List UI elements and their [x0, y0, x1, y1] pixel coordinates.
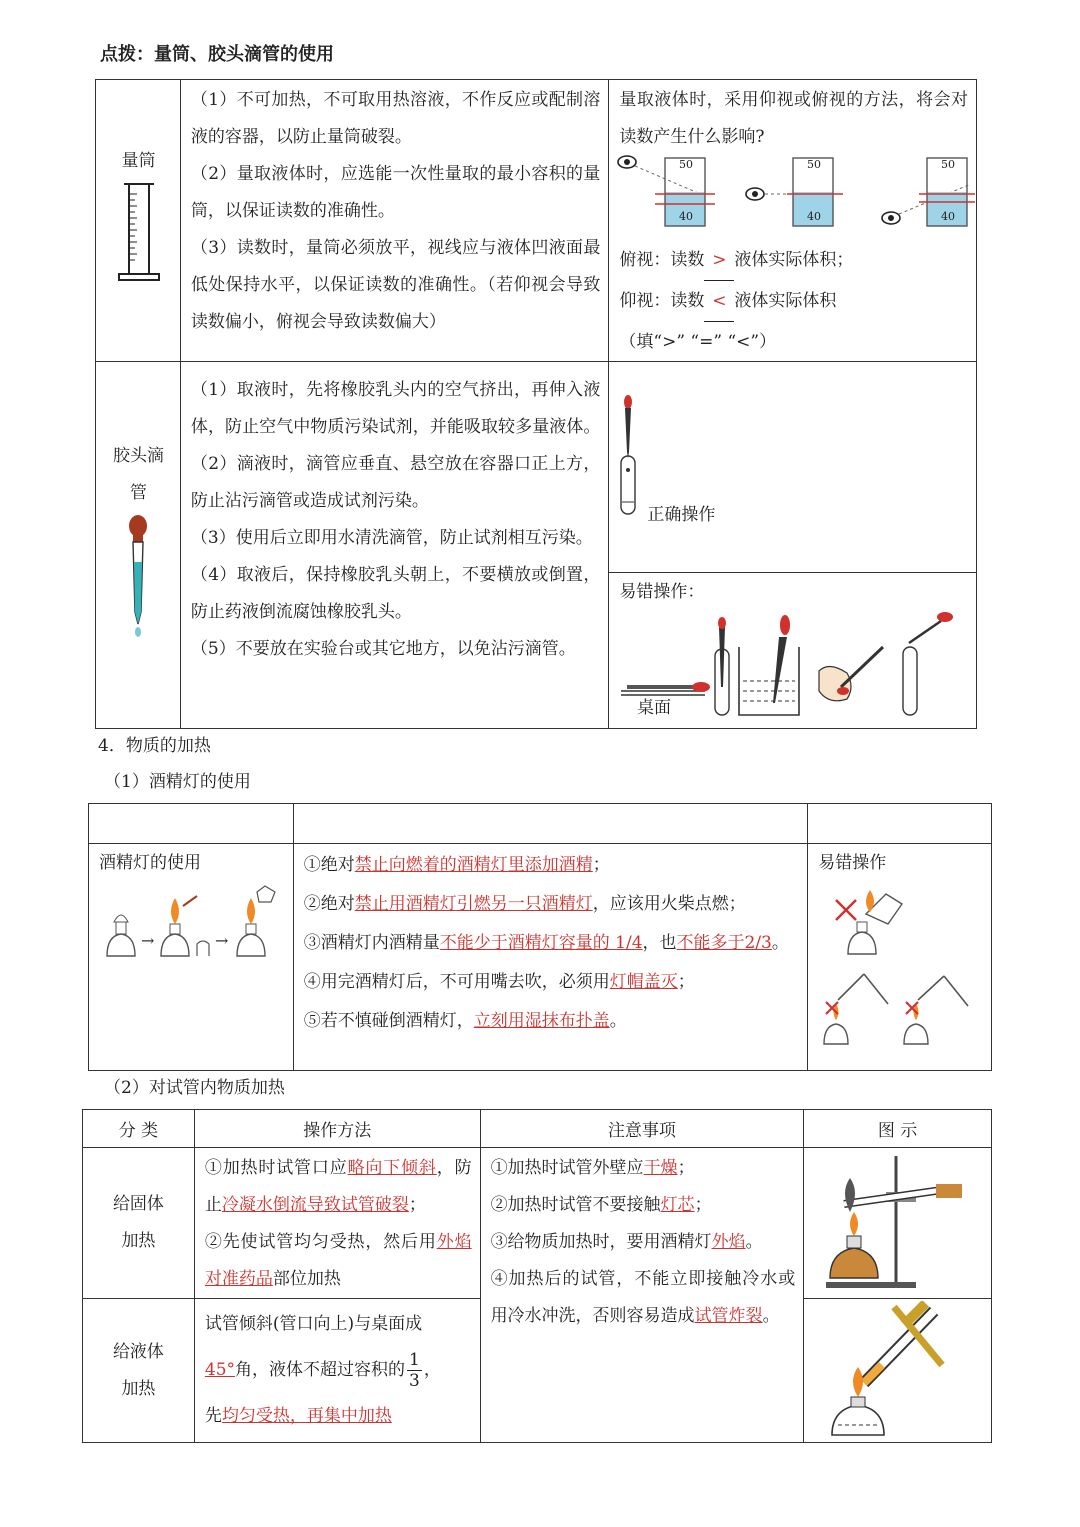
solid-figure-cell: [804, 1148, 992, 1299]
dropper-name-1: 胶头滴: [113, 446, 164, 466]
scale-50-label: 50: [807, 158, 822, 171]
lamp-rules-cell: [293, 844, 807, 1071]
lamp-rule-4: ④用完酒精灯后，不可用嘴去吹，必须用灯帽盖灭；: [303, 972, 695, 992]
scale-40-label: 40: [679, 210, 694, 223]
lamp-rule-5: ⑤若不慎碰倒酒精灯，立刻用湿抹布扑盖。: [303, 1011, 627, 1031]
cylinder-rule-1: （1）不可加热，不可取用热溶液，不作反应或配制溶液的容器，以防止量筒破裂。: [190, 90, 601, 147]
dropper-on-desk-icon: [621, 682, 710, 695]
header-category: 分 类: [83, 1110, 195, 1148]
dropper-rules-cell: [180, 362, 609, 729]
eye-icon: [882, 212, 900, 224]
lamp-rule-3: ③酒精灯内酒精量不能少于酒精灯容量的 1/4，也不能多于2/3。: [303, 933, 789, 953]
dropper-rule-4: （5）不要放在实验台或其它地方，以免沾污滴管。: [190, 639, 576, 659]
wrong-op-panel: [609, 573, 976, 728]
dropper-name: [96, 438, 181, 512]
cylinder-view-1: [655, 158, 715, 226]
solid-heating-figure: [816, 1152, 982, 1292]
fushi-answer: >: [704, 240, 734, 281]
fushi-line: [619, 240, 853, 281]
lamp-cap-icon: [197, 941, 209, 956]
lamp-name: 酒精灯的使用: [99, 853, 201, 873]
desk-label: 桌面: [637, 698, 672, 717]
arrow-icon: →: [215, 931, 229, 950]
yangshi-label: 仰视：读数: [619, 291, 705, 311]
dropper-rule-1: （1）取液时，先将橡胶乳头内的空气挤出，再伸入液体，防止空气中物质污染试剂，并能吸取较多量液体。（2）滴液时，滴管应垂直、悬空放在容器口正上方，防止沾污滴管或造成试剂污染。: [190, 380, 601, 511]
alcohol-lamp-lit-icon: [237, 898, 265, 956]
beaker-with-dropper-icon: [739, 615, 799, 715]
solid-heating-row: [83, 1148, 992, 1299]
liquid-category: 给液体 加热: [83, 1299, 195, 1443]
lamp-to-lamp-icon: [824, 974, 888, 1044]
cylinder-rule-2: （2）量取液体时，应选能一次性量取的最小容积的量筒，以保证读数的准确性。: [190, 164, 601, 221]
graduated-cylinder-icon: [114, 180, 164, 284]
liquid-figure-cell: [804, 1299, 992, 1443]
cylinder-rules: [181, 80, 609, 341]
lamp-name-cell: [89, 844, 294, 1071]
reading-diagram: [615, 150, 975, 230]
cylinder-view-3: [919, 158, 975, 226]
section-4-title: 4．物质的加热: [98, 736, 211, 756]
fill-hint: （填“>” “=” “<”）: [619, 332, 777, 352]
liquid-method-cell: [194, 1299, 480, 1443]
dropper-icon: [122, 512, 154, 642]
lamp-to-lamp-icon: [904, 976, 968, 1044]
correct-dropper-icon: [617, 392, 647, 522]
page-title: 点拨：量筒、胶头滴管的使用: [100, 44, 334, 65]
section-4-2-title: （2）对试管内物质加热: [104, 1078, 285, 1098]
header-figure: 图 示: [804, 1110, 992, 1148]
cylinder-dropper-table: [95, 79, 977, 729]
wrong-ops-diagram: [615, 607, 971, 717]
solid-category: 给固体 加热: [83, 1148, 195, 1299]
eye-icon: [618, 156, 636, 168]
cylinder-question-cell: [609, 80, 977, 362]
lamp-header-row: [89, 804, 992, 844]
fushi-label: 俯视：读数: [619, 250, 705, 270]
lamp-cap-icon: [257, 886, 275, 902]
correct-op-label: 正确操作: [647, 505, 716, 525]
dropper-ops-cell: [609, 362, 977, 729]
refill-lit-lamp-icon: [836, 890, 902, 954]
reading-question: 量取液体时，采用仰视或俯视的方法，将会对读数产生什么影响?: [619, 90, 968, 147]
dropper-name-cell: [96, 362, 181, 729]
lamp-wrong-cell: [808, 844, 992, 1071]
arrow-icon: →: [141, 931, 155, 950]
yangshi-line: [619, 281, 853, 322]
header-method: 操作方法: [194, 1110, 480, 1148]
lamp-rules: [294, 844, 807, 1041]
liquid-method: 试管倾斜(管口向上)与桌面成 45°角，液体不超过容积的 $\frac{1}{3}$ ， 先均匀受热，再集中加热: [204, 1314, 441, 1426]
lamp-row: [89, 844, 992, 1071]
liquid-heating-figure: [824, 1301, 974, 1439]
alcohol-lamp-lit-icon: [161, 896, 197, 956]
yangshi-tail: 液体实际体积: [734, 291, 837, 311]
cylinder-rules-cell: [180, 80, 609, 362]
cylinder-row: [96, 80, 977, 362]
scale-40-label: 40: [807, 210, 822, 223]
notes-cell: [480, 1148, 804, 1443]
lamp-rule-1: ①绝对禁止向燃着的酒精灯里添加酒精；: [303, 855, 610, 875]
heating-header-row: [83, 1110, 992, 1148]
lamp-lighting-diagram: [97, 884, 289, 964]
hand-dropper-icon: [819, 647, 883, 701]
one-third-fraction: $\frac{1}{3}$: [409, 1350, 420, 1391]
scale-40-label: 40: [941, 210, 956, 223]
alcohol-lamp-table: [88, 803, 992, 1071]
header-notes: 注意事项: [480, 1110, 804, 1148]
alcohol-lamp-icon: [107, 915, 135, 956]
lamp-rule-2: ②绝对禁止用酒精灯引燃另一只酒精灯，应该用火柴点燃；: [303, 894, 746, 914]
wrong-op-label: 易错操作：: [619, 582, 705, 602]
tube-with-dropper-icon: [715, 617, 729, 715]
solid-method: ①加热时试管口应略向下倾斜，防止冷凝水倒流导致试管破裂； ②先使试管均匀受热，然后用外焰对准药品部位加热: [204, 1158, 472, 1289]
heating-table: [82, 1109, 992, 1443]
dropper-rule-3: （4）取液后，保持橡胶乳头朝上，不要横放或倒置，防止药液倒流腐蚀橡胶乳头。: [190, 565, 601, 622]
scale-50-label: 50: [679, 158, 694, 171]
eye-icon: [746, 188, 764, 200]
dropper-rules: [181, 362, 609, 668]
cylinder-rule-3: （3）读数时，量筒必须放平，视线应与液体凹液面最低处保持水平，以保证读数的准确性。（若仰视会导致读数偏小，俯视会导致读数偏大）: [190, 238, 601, 332]
cylinder-name-cell: [96, 80, 181, 362]
correct-op-panel: [609, 362, 976, 573]
cylinder-view-2: [787, 158, 843, 226]
lamp-wrong-diagram: [818, 884, 986, 1064]
solid-method-cell: [194, 1148, 480, 1299]
tube-tilted-dropper-icon: [903, 612, 953, 715]
scale-50-label: 50: [941, 158, 956, 171]
heating-notes: ①加热时试管外壁应干燥； ②加热时试管不要接触灯芯； ③给物质加热时，要用酒精灯外焰。 ④加热后的试管，不能立即接触冷水或用冷水冲洗，否则容易造成试管炸裂。: [490, 1158, 796, 1326]
section-4-1-title: （1）酒精灯的使用: [104, 772, 251, 792]
fushi-tail: 液体实际体积；: [734, 250, 854, 270]
dropper-row: [96, 362, 977, 729]
cylinder-name: 量筒: [121, 151, 156, 171]
dropper-rule-2: （3）使用后立即用水清洗滴管，防止试剂相互污染。: [190, 528, 593, 548]
reading-answers: [619, 240, 853, 362]
dropper-name-2: 管: [130, 483, 147, 503]
yangshi-answer: <: [704, 281, 734, 322]
lamp-wrong-label: 易错操作: [818, 853, 887, 873]
